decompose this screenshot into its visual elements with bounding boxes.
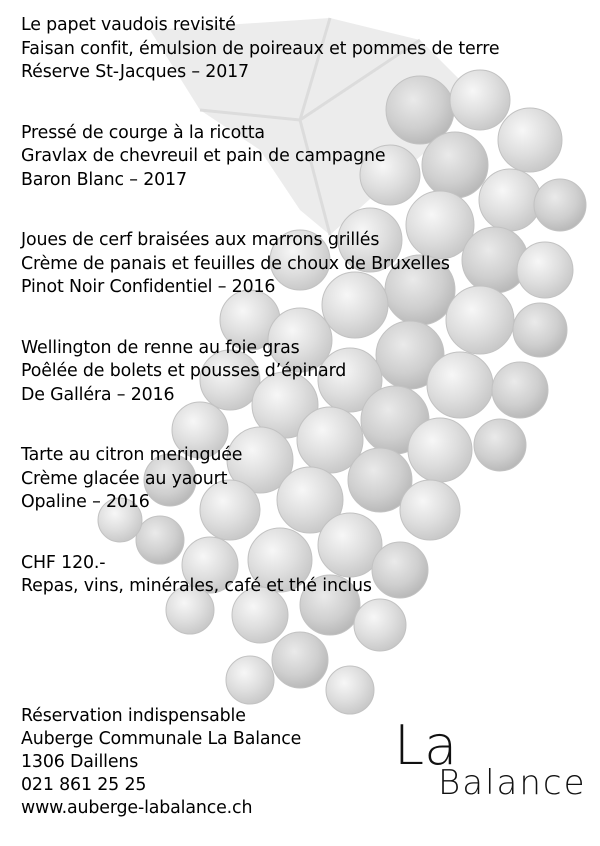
phone-number: 021 861 25 25: [21, 775, 147, 795]
course-detail: Gravlax de chevreuil et pain de campagne: [21, 146, 386, 166]
course-4: [21, 337, 591, 408]
la-balance-logo: [388, 712, 588, 820]
course-wine: De Galléra – 2016: [21, 384, 175, 405]
course-dish: Wellington de renne au foie gras: [21, 337, 300, 358]
restaurant-name: Auberge Communale La Balance: [21, 729, 302, 749]
course-2: [21, 122, 591, 193]
course-dish: Pressé de courge à la ricotta: [21, 122, 265, 143]
course-wine: Opaline – 2016: [21, 492, 150, 512]
logo-line-2: Balance: [438, 763, 587, 803]
course-detail: Crème de panais et feuilles de choux de Bruxelles: [21, 253, 450, 274]
course-wine: Pinot Noir Confidentiel – 2016: [21, 277, 276, 297]
contact-block: [21, 705, 301, 820]
course-detail: Poêlée de bolets et pousses d’épinard: [21, 361, 347, 381]
price-block: [21, 552, 591, 599]
course-3: [21, 229, 591, 300]
grape-decoration: [226, 656, 274, 704]
course-wine: Réserve St-Jacques – 2017: [21, 62, 249, 82]
course-5: [21, 444, 591, 515]
price-amount: CHF 120.-: [21, 552, 106, 573]
course-dish: Tarte au citron meringuée: [21, 445, 243, 465]
course-wine: Baron Blanc – 2017: [21, 169, 187, 190]
menu: [21, 14, 591, 599]
restaurant-town: 1306 Daillens: [21, 752, 139, 772]
website-link[interactable]: www.auberge-labalance.ch: [21, 798, 253, 818]
course-detail: Crème glacée au yaourt: [21, 468, 228, 489]
grape-decoration: [272, 632, 328, 688]
logo-line-1: La: [394, 714, 458, 777]
grape-decoration: [326, 666, 374, 714]
course-detail: Faisan confit, émulsion de poireaux et pommes de terre: [21, 38, 500, 59]
course-1: [21, 14, 591, 85]
price-includes: Repas, vins, minérales, café et thé inclus: [21, 576, 372, 596]
reservation-note: Réservation indispensable: [21, 706, 246, 726]
grape-decoration: [354, 599, 406, 651]
course-dish: Le papet vaudois revisité: [21, 15, 236, 35]
course-dish: Joues de cerf braisées aux marrons grillés: [21, 230, 380, 250]
